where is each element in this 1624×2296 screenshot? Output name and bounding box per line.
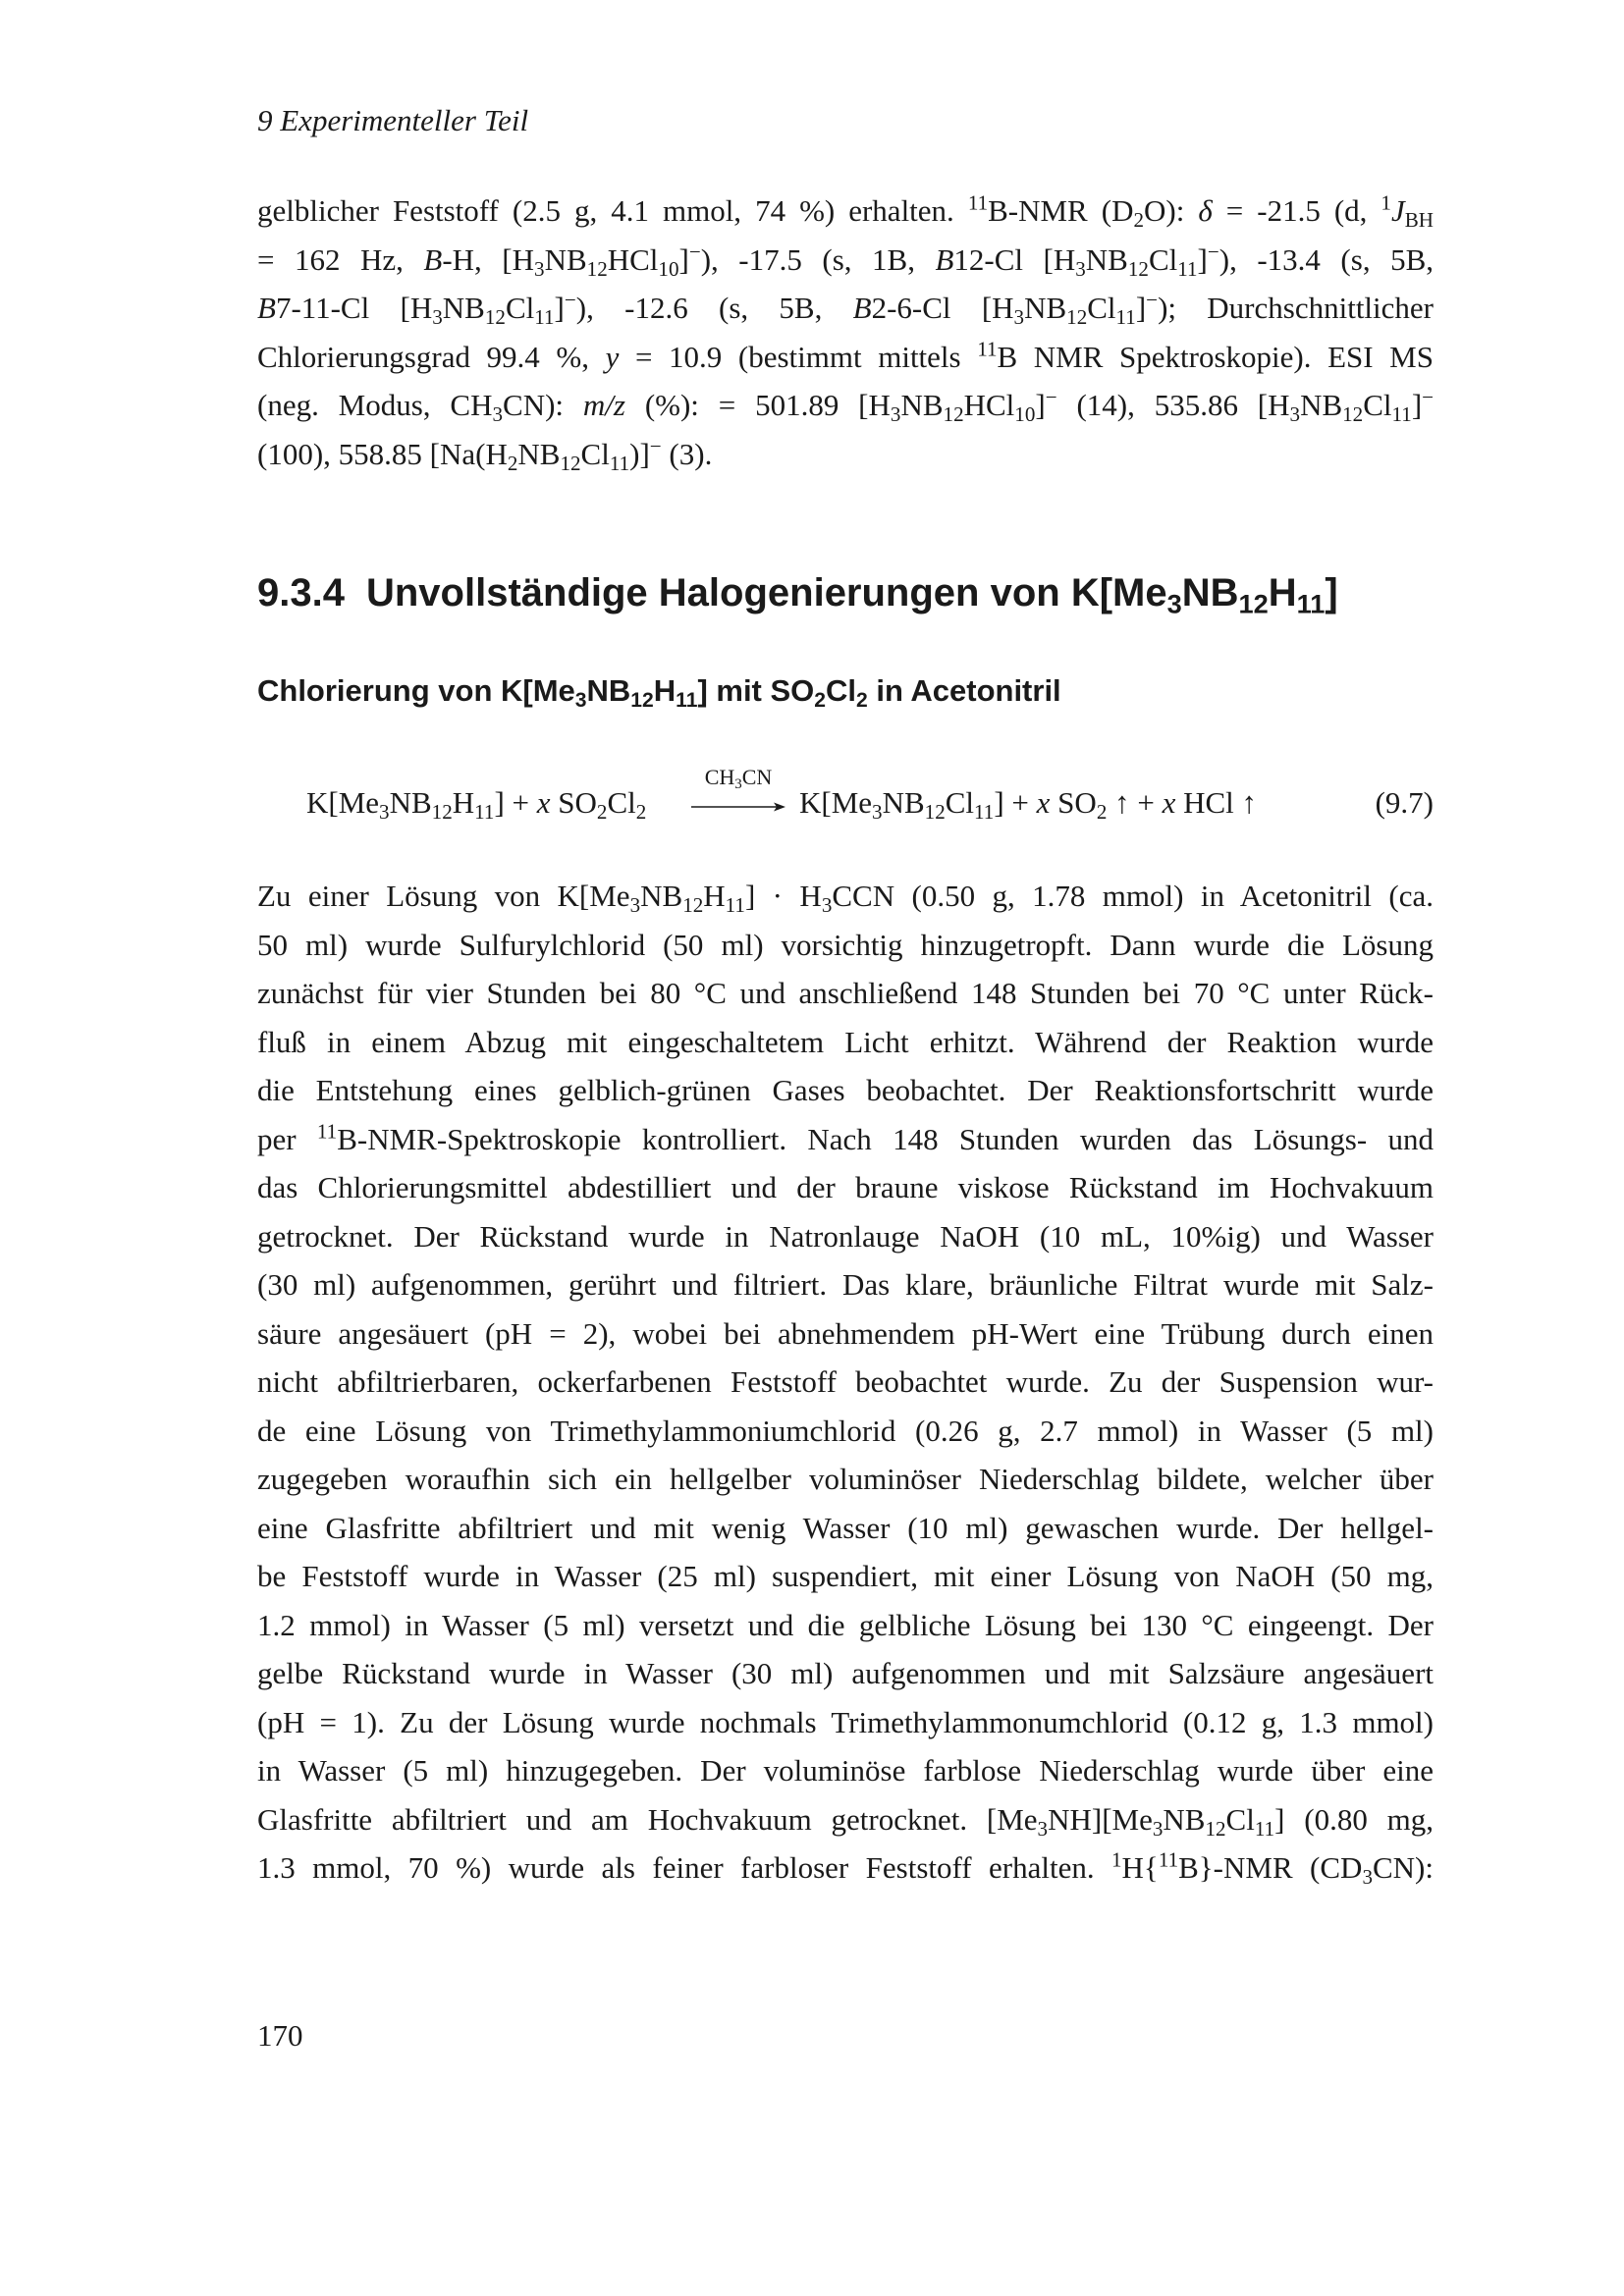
- section-number: 9.3.4: [257, 571, 345, 614]
- text-line: eine Glasfritte abfiltriert und mit wenig Wasser (10 ml) gewaschen wurde. Der hellgel-: [257, 1510, 1434, 1545]
- text-line: B7-11-Cl $[H_3NB_{12}Cl_{11}]^-$), -12.6 (s, 5B, B2-6-Cl $[H_3NB_{12}Cl_{11}]^-$); Durchschnittlicher: [257, 288, 1434, 329]
- text-line: getrocknet. Der Rückstand wurde in Natronlauge NaOH (10 mL, 10%ig) und Wasser: [257, 1218, 1434, 1254]
- text-line: (pH = 1). Zu der Lösung wurde nochmals Trimethylammonumchlorid (0.12 g, 1.3 mmol): [257, 1704, 1434, 1739]
- text-line: Zu einer Lösung von $K[Me_3NB_{12}H_{11}] \cdot H_3CCN$ (0.50 g, 1.78 mmol) in Acetonitril (ca.: [257, 879, 1434, 917]
- text-line: fluß in einem Abzug mit eingeschaltetem Licht erhitzt. Während der Reaktion wurde: [257, 1024, 1434, 1059]
- text-line: 1.3 mmol, 70 %) wurde als feiner farbloser Feststoff erhalten. $^1$H{$^{11}$B}-NMR $(CD_3CN)$:: [257, 1847, 1434, 1889]
- text-line: gelblicher Feststoff (2.5 g, 4.1 mmol, 74 %) erhalten. $^{11}$B-NMR $(D_2O)$: δ = -21.5 (d, $^1J_{BH}$: [257, 190, 1434, 232]
- text-line: zunächst für vier Stunden bei 80 °C und anschließend 148 Stunden bei 70 °C unter Rück-: [257, 976, 1434, 1010]
- text-line: Glasfritte abfiltriert und am Hochvakuum getrocknet. $[Me_3NH][Me_3NB_{12}Cl_{11}]$ (0.80 mg,: [257, 1801, 1435, 1841]
- section-heading: 9.3.4 Unvollständige Halogenierungen von $K[Me_3NB_{12}H_{11}]$: [257, 571, 1338, 619]
- page-number: 170: [257, 2018, 303, 2053]
- text-line: = 162 Hz, B-H, $[H_3NB_{12}HCl_{10}]^-$), -17.5 (s, 1B, B12-Cl $[H_3NB_{12}Cl_{11}]^-$), -13.4 (s, 5B,: [257, 239, 1434, 281]
- text-line: be Feststoff wurde in Wasser (25 ml) suspendiert, mit einer Lösung von NaOH (50 mg,: [257, 1559, 1434, 1593]
- text-line: (30 ml) aufgenommen, gerührt und filtriert. Das klare, bräunliche Filtrat wurde mit Salz-: [257, 1267, 1434, 1302]
- equation-products: $K[Me_3NB_{12}Cl_{11}] + x$ $SO_2$ ↑ + x HCl ↑: [799, 785, 1258, 824]
- reaction-equation: [257, 766, 1434, 844]
- reaction-arrow: [689, 766, 787, 825]
- text-line: 50 ml) wurde Sulfurylchlorid (50 ml) vorsichtig hinzugetropft. Dann wurde die Lösung: [257, 927, 1434, 962]
- text-line: per $^{11}$B-NMR-Spektroskopie kontrolliert. Nach 148 Stunden wurden das Lösungs- und: [257, 1118, 1434, 1156]
- text-line: zugegeben woraufhin sich ein hellgelber voluminöser Niederschlag bildete, welcher über: [257, 1462, 1434, 1496]
- text-line: (neg. Modus, $CH_3CN$): m/z (%): = 501.89 $[H_3NB_{12}HCl_{10}]^-$ (14), 535.86 $[H_3NB_{12}Cl_{11}]^-$: [257, 385, 1435, 426]
- equation-reactants: $K[Me_3NB_{12}H_{11}] + x$ $SO_2Cl_2$: [306, 785, 647, 824]
- text-line: (100), 558.85 $[Na(H_2NB_{12}Cl_{11})]^-$ (3).: [257, 433, 713, 475]
- nmr-data-paragraph: [257, 187, 1434, 478]
- text-line: in Wasser (5 ml) hinzugegeben. Der voluminöse farblose Niederschlag wurde über eine: [257, 1753, 1434, 1788]
- reaction-condition: $CH_3CN$: [704, 765, 773, 793]
- subsection-heading: Chlorierung von $K[Me_3NB_{12}H_{11}]$ mit $SO_2Cl_2$ in Acetonitril: [257, 673, 1061, 712]
- text-line: de eine Lösung von Trimethylammoniumchlorid (0.26 g, 2.7 mmol) in Wasser (5 ml): [257, 1413, 1434, 1448]
- text-line: nicht abfiltrierbaren, ockerfarbenen Feststoff beobachtet wurde. Zu der Suspension wur-: [257, 1364, 1434, 1399]
- text-line: das Chlorierungsmittel abdestilliert und der braune viskose Rückstand im Hochvakuum: [257, 1170, 1434, 1204]
- text-line: Chlorierungsgrad 99.4 %, y = 10.9 (bestimmt mittels $^{11}$B NMR Spektroskopie). ESI MS: [257, 336, 1434, 374]
- right-arrow-icon: [689, 799, 787, 815]
- text-line: die Entstehung eines gelblich-grünen Gases beobachtet. Der Reaktionsfortschritt wurde: [257, 1073, 1434, 1107]
- text-line: 1.2 mmol) in Wasser (5 ml) versetzt und die gelbliche Lösung bei 130 °C eingeengt. Der: [257, 1607, 1434, 1642]
- procedure-paragraph: [257, 872, 1434, 1893]
- running-head: 9 Experimenteller Teil: [257, 103, 529, 137]
- equation-number: (9.7): [1375, 785, 1434, 820]
- text-line: säure angesäuert (pH = 2), wobei bei abnehmendem pH-Wert eine Trübung durch einen: [257, 1315, 1434, 1351]
- text-line: gelbe Rückstand wurde in Wasser (30 ml) aufgenommen und mit Salzsäure angesäuert: [257, 1656, 1434, 1690]
